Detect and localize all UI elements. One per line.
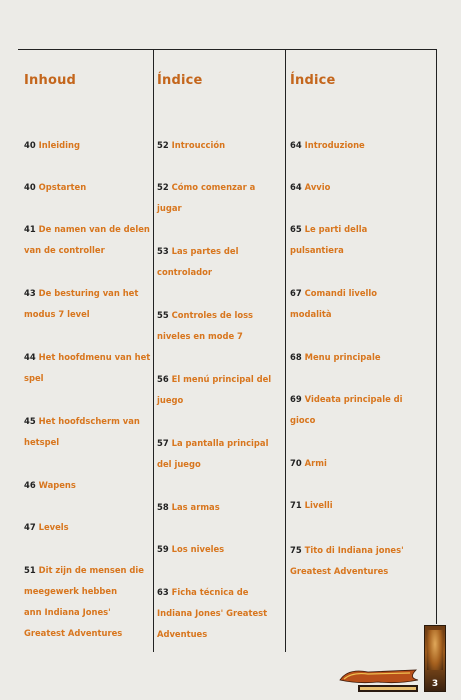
toc-entry-line bbox=[290, 540, 404, 561]
toc-entry-line bbox=[24, 432, 59, 453]
toc-entry-text: ann Indiana Jones' bbox=[24, 607, 111, 617]
toc-entry-line bbox=[157, 262, 212, 283]
toc-entry-line bbox=[290, 283, 377, 304]
toc-entry-line bbox=[24, 304, 90, 325]
column-divider-1 bbox=[153, 49, 154, 652]
toc-page-number: 47 bbox=[24, 522, 36, 532]
toc-page-number: 40 bbox=[24, 182, 36, 192]
toc-entry-text: gioco bbox=[290, 415, 316, 425]
toc-page-number: 67 bbox=[290, 288, 302, 298]
toc-entry-text: Adventues bbox=[157, 629, 208, 639]
toc-entry-line bbox=[290, 219, 367, 240]
toc-entry-text: Cómo comenzar a bbox=[171, 182, 256, 192]
toc-entry-line bbox=[157, 624, 207, 645]
indiana-jones-logo bbox=[338, 666, 422, 696]
toc-entry-line bbox=[290, 495, 333, 516]
toc-entry-text: jugar bbox=[157, 203, 182, 213]
toc-page-number: 64 bbox=[290, 140, 302, 150]
toc-page-number: 59 bbox=[157, 544, 169, 554]
toc-page-number: 52 bbox=[157, 182, 169, 192]
toc-entry-text: Het hoofdmenu van het bbox=[38, 352, 151, 362]
toc-entry-line bbox=[290, 561, 388, 582]
toc-page-number: 68 bbox=[290, 352, 302, 362]
toc-entry-line bbox=[157, 497, 220, 518]
toc-entry-text: Het hoofdscherm van bbox=[38, 416, 140, 426]
toc-entry-text: pulsantiera bbox=[290, 245, 344, 255]
toc-entry-text: El menú principal del bbox=[171, 374, 272, 384]
toc-entry-line bbox=[157, 305, 253, 326]
toc-entry-text: meegewerk hebben bbox=[24, 586, 118, 596]
toc-page-number: 63 bbox=[157, 587, 169, 597]
toc-page-number: 64 bbox=[290, 182, 302, 192]
toc-entry-line bbox=[290, 304, 332, 325]
toc-entry-line bbox=[157, 369, 271, 390]
toc-entry-text: Armi bbox=[304, 458, 327, 468]
toc-entry-line bbox=[157, 603, 267, 624]
toc-entry-line bbox=[290, 453, 327, 474]
toc-entry-text: Greatest Adventures bbox=[290, 566, 389, 576]
toc-entry-line bbox=[157, 198, 182, 219]
toc-entry-line bbox=[290, 389, 403, 410]
column-title: Índice bbox=[157, 73, 203, 88]
toc-entry-text: Tito di Indiana jones' bbox=[304, 545, 404, 555]
column-title: Índice bbox=[290, 73, 336, 88]
toc-entry-line bbox=[24, 135, 80, 156]
toc-entry-text: Introduzione bbox=[304, 140, 365, 150]
toc-entry-text: juego bbox=[157, 395, 184, 405]
toc-entry-line bbox=[24, 560, 144, 581]
toc-entry-line bbox=[24, 517, 69, 538]
toc-entry-line bbox=[24, 411, 140, 432]
toc-page-number: 70 bbox=[290, 458, 302, 468]
toc-entry-line bbox=[157, 454, 201, 475]
toc-entry-text: hetspel bbox=[24, 437, 60, 447]
top-rule bbox=[18, 49, 436, 50]
page-number: 3 bbox=[431, 679, 439, 689]
toc-entry-text: La pantalla principal bbox=[171, 438, 269, 448]
toc-entry-text: Los niveles bbox=[171, 544, 225, 554]
toc-page-number: 40 bbox=[24, 140, 36, 150]
column-divider-3 bbox=[436, 49, 437, 624]
toc-entry-text: Le parti della bbox=[304, 224, 368, 234]
toc-entry-line bbox=[290, 240, 344, 261]
toc-entry-line bbox=[157, 326, 243, 347]
toc-page-number: 52 bbox=[157, 140, 169, 150]
toc-entry-line bbox=[24, 347, 150, 368]
toc-entry-line bbox=[157, 177, 255, 198]
toc-entry-line bbox=[290, 410, 315, 431]
toc-page-number: 55 bbox=[157, 310, 169, 320]
toc-entry-line bbox=[24, 581, 117, 602]
column-title: Inhoud bbox=[24, 73, 77, 88]
toc-entry-text: Videata principale di bbox=[304, 394, 403, 404]
toc-page-number: 56 bbox=[157, 374, 169, 384]
toc-entry-line bbox=[157, 241, 238, 262]
toc-entry-text: Introucción bbox=[171, 140, 226, 150]
toc-page-number: 51 bbox=[24, 565, 36, 575]
toc-entry-text: Opstarten bbox=[38, 182, 87, 192]
toc-entry-text: Greatest Adventures bbox=[24, 628, 123, 638]
toc-entry-line bbox=[24, 623, 122, 644]
toc-entry-line bbox=[290, 135, 365, 156]
toc-page-number: 75 bbox=[290, 545, 302, 555]
toc-entry-text: modus 7 level bbox=[24, 309, 90, 319]
toc-page-number: 53 bbox=[157, 246, 169, 256]
toc-entry-line bbox=[24, 602, 111, 623]
toc-page-number: 41 bbox=[24, 224, 36, 234]
toc-entry-text: niveles en mode 7 bbox=[157, 331, 243, 341]
toc-entry-text: Las partes del bbox=[171, 246, 239, 256]
toc-entry-text: De namen van de delen bbox=[38, 224, 150, 234]
toc-entry-text: Dit zijn de mensen die bbox=[38, 565, 144, 575]
toc-entry-line bbox=[157, 135, 225, 156]
toc-page-number: 69 bbox=[290, 394, 302, 404]
toc-entry-line bbox=[24, 475, 76, 496]
toc-page-number: 46 bbox=[24, 480, 36, 490]
page-number-badge bbox=[424, 625, 446, 692]
toc-entry-text: Indiana Jones' Greatest bbox=[157, 608, 268, 618]
toc-entry-line bbox=[24, 283, 138, 304]
toc-entry-text: Inleiding bbox=[38, 140, 80, 150]
toc-entry-text: del juego bbox=[157, 459, 201, 469]
toc-entry-text: spel bbox=[24, 373, 44, 383]
toc-entry-text: Las armas bbox=[171, 502, 220, 512]
toc-entry-line bbox=[24, 368, 44, 389]
toc-entry-line bbox=[290, 347, 381, 368]
column-divider-2 bbox=[285, 49, 286, 652]
toc-entry-text: Livelli bbox=[304, 500, 333, 510]
toc-page-number: 44 bbox=[24, 352, 36, 362]
toc-entry-line bbox=[157, 390, 183, 411]
toc-entry-text: controlador bbox=[157, 267, 212, 277]
toc-page-number: 58 bbox=[157, 502, 169, 512]
toc-entry-text: Comandi livello bbox=[304, 288, 378, 298]
toc-entry-text: Menu principale bbox=[304, 352, 381, 362]
indiana-portrait-icon bbox=[427, 630, 443, 670]
toc-entry-line bbox=[157, 433, 268, 454]
toc-entry-line bbox=[157, 539, 224, 560]
toc-page-number: 65 bbox=[290, 224, 302, 234]
toc-entry-line bbox=[24, 219, 150, 240]
toc-entry-text: Controles de loss bbox=[171, 310, 254, 320]
toc-entry-line bbox=[290, 177, 330, 198]
toc-page-number: 45 bbox=[24, 416, 36, 426]
toc-entry-text: Levels bbox=[38, 522, 69, 532]
toc-page-number: 71 bbox=[290, 500, 302, 510]
toc-entry-line bbox=[157, 582, 248, 603]
toc-entry-text: modalità bbox=[290, 309, 332, 319]
toc-entry-text: Avvio bbox=[304, 182, 331, 192]
toc-entry-text: van de controller bbox=[24, 245, 105, 255]
toc-entry-text: Ficha técnica de bbox=[171, 587, 249, 597]
toc-page-number: 43 bbox=[24, 288, 36, 298]
toc-entry-text: Wapens bbox=[38, 480, 76, 490]
toc-entry-line bbox=[24, 240, 105, 261]
toc-entry-text: De besturing van het bbox=[38, 288, 139, 298]
toc-entry-line bbox=[24, 177, 86, 198]
toc-page-number: 57 bbox=[157, 438, 169, 448]
